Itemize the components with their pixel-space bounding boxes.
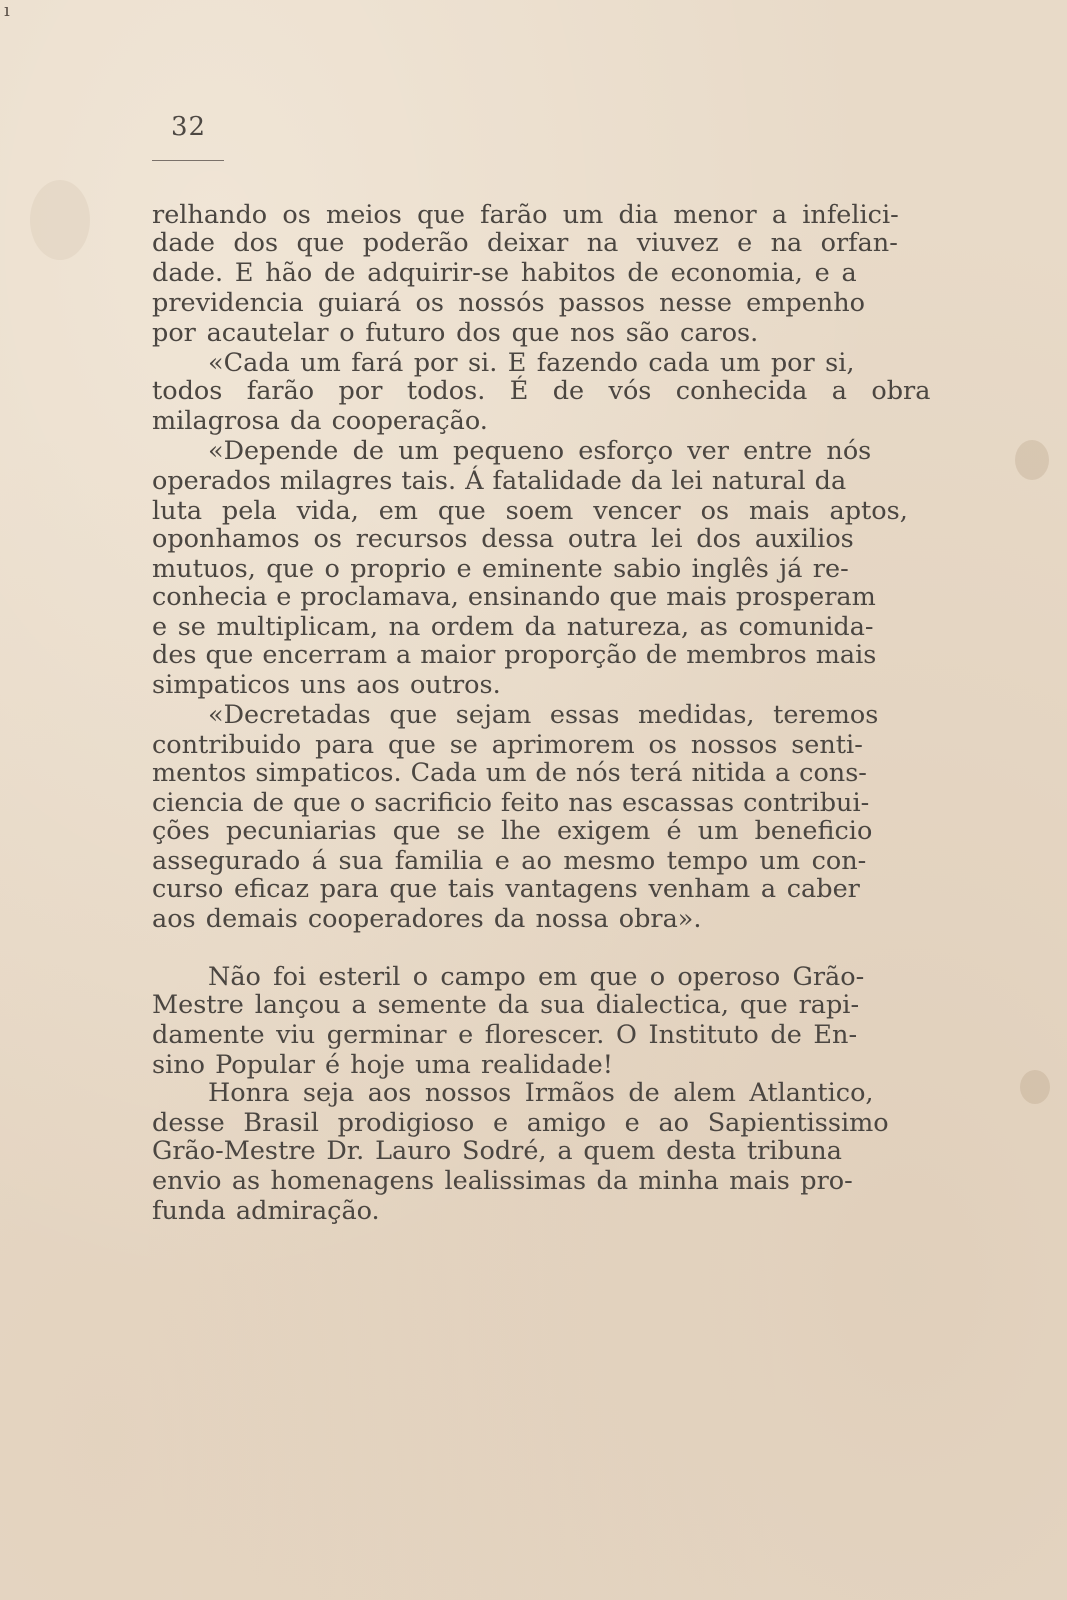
text-line: «Cada um fará por si. E fazendo cada um por si,: [208, 348, 855, 378]
text-line: dade. E hão de adquirir-se habitos de economia, e a: [152, 258, 857, 288]
text-line: ciencia de que o sacrificio feito nas escassas contribui-: [152, 788, 870, 818]
header-rule: [152, 160, 224, 161]
text-line: Honra seja aos nossos Irmãos de alem Atlantico,: [208, 1078, 874, 1108]
paper-stain: [30, 180, 90, 260]
text-line: todos farão por todos. É de vós conhecida a obra: [152, 376, 931, 406]
text-line: Grão-Mestre Dr. Lauro Sodré, a quem desta tribuna: [152, 1136, 842, 1166]
text-line: relhando os meios que farão um dia menor a infelici-: [152, 200, 899, 230]
text-line: dade dos que poderão deixar na viuvez e na orfan-: [152, 228, 898, 258]
text-line: por acautelar o futuro dos que nos são caros.: [152, 318, 759, 348]
text-line: damente viu germinar e florescer. O Instituto de En-: [152, 1020, 858, 1050]
text-line: assegurado á sua familia e ao mesmo tempo um con-: [152, 846, 867, 876]
text-line: previdencia guiará os nossós passos nesse empenho: [152, 288, 865, 318]
text-line: mentos simpaticos. Cada um de nós terá nitida a cons-: [152, 758, 867, 788]
text-line: aos demais cooperadores da nossa obra».: [152, 904, 702, 934]
text-line: oponhamos os recursos dessa outra lei dos auxilios: [152, 524, 854, 554]
text-line: sino Popular é hoje uma realidade!: [152, 1050, 613, 1080]
text-line: Mestre lançou a semente da sua dialectica, que rapi-: [152, 990, 860, 1020]
text-line: «Depende de um pequeno esforço ver entre nós: [208, 436, 872, 466]
text-line: desse Brasil prodigioso e amigo e ao Sapientissimo: [152, 1108, 889, 1138]
text-line: mutuos, que o proprio e eminente sabio inglês já re-: [152, 554, 849, 584]
text-line: milagrosa da cooperação.: [152, 406, 488, 436]
paper-stain: [1020, 1070, 1050, 1104]
text-line: ções pecuniarias que se lhe exigem é um beneficio: [152, 816, 873, 846]
paper-stain: [1015, 440, 1049, 480]
text-line: contribuido para que se aprimorem os nossos senti-: [152, 730, 863, 760]
text-line: operados milagres tais. Á fatalidade da lei natural da: [152, 466, 847, 496]
text-line: des que encerram a maior proporção de membros mais: [152, 640, 877, 670]
text-line: curso eficaz para que tais vantagens venham a caber: [152, 874, 860, 904]
text-line: envio as homenagens lealissimas da minha mais pro-: [152, 1166, 853, 1196]
text-line: funda admiração.: [152, 1196, 380, 1226]
text-line: simpaticos uns aos outros.: [152, 670, 501, 700]
margin-mark-icon: ı: [4, 0, 10, 21]
text-line: luta pela vida, em que soem vencer os mais aptos,: [152, 496, 908, 526]
text-line: conhecia e proclamava, ensinando que mais prosperam: [152, 582, 876, 612]
text-line: «Decretadas que sejam essas medidas, teremos: [208, 700, 879, 730]
text-line: Não foi esteril o campo em que o operoso Grão-: [208, 962, 865, 992]
text-line: e se multiplicam, na ordem da natureza, as comunida-: [152, 612, 874, 642]
page-number: 32: [171, 112, 207, 142]
